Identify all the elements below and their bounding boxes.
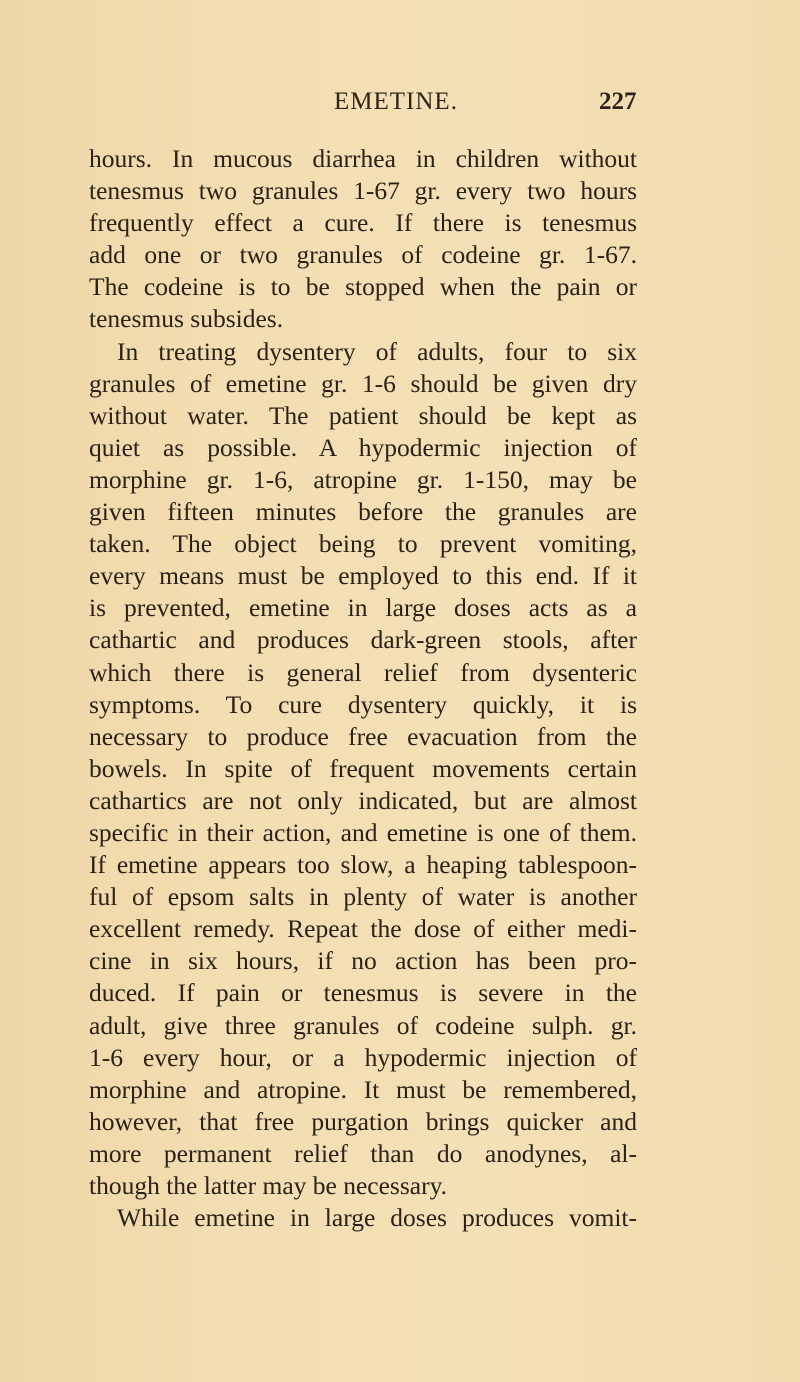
text-line: cathartic and produces dark-green stools, after xyxy=(89,625,637,655)
text-line: 1-6 every hour, or a hypodermic injection of xyxy=(89,1042,637,1072)
text-line: While emetine in large doses produces vomit- xyxy=(117,1203,637,1233)
text-line: frequently effect a cure. If there is tenesmus xyxy=(89,208,637,238)
text-line: quiet as possible. A hypodermic injection of xyxy=(89,432,637,462)
page-number: 227 xyxy=(599,88,637,115)
text-line: If emetine appears too slow, a heaping tablespoon- xyxy=(89,850,637,880)
text-line: without water. The patient should be kept as xyxy=(89,400,637,430)
text-line: In treating dysentery of adults, four to six xyxy=(117,336,637,366)
text-line: excellent remedy. Repeat the dose of either medi- xyxy=(89,914,637,944)
text-line: is prevented, emetine in large doses acts as a xyxy=(89,593,637,623)
text-line: morphine gr. 1-6, atropine gr. 1-150, may be xyxy=(89,464,637,494)
text-line: every means must be employed to this end. If it xyxy=(89,561,637,591)
text-line: cathartics are not only indicated, but are almost xyxy=(89,785,637,815)
text-line: hours. In mucous diarrhea in children without xyxy=(89,144,637,173)
text-line: more permanent relief than do anodynes, al- xyxy=(89,1138,637,1168)
running-head xyxy=(0,88,800,128)
text-line: specific in their action, and emetine is one of them. xyxy=(89,817,637,847)
text-line: though the latter may be necessary. xyxy=(89,1171,448,1200)
text-line: necessary to produce free evacuation from the xyxy=(89,721,637,751)
text-line: The codeine is to be stopped when the pain or xyxy=(89,272,637,302)
text-line: duced. If pain or tenesmus is severe in the xyxy=(89,978,637,1008)
body-text xyxy=(89,143,637,1234)
text-line: tenesmus two granules 1-67 gr. every two hours xyxy=(89,176,637,206)
text-line: taken. The object being to prevent vomiting, xyxy=(89,529,637,559)
text-line: granules of emetine gr. 1-6 should be given dry xyxy=(89,368,637,398)
text-line: add one or two granules of codeine gr. 1-67. xyxy=(89,240,637,270)
text-line: cine in six hours, if no action has been pro- xyxy=(89,946,637,976)
running-title: EMETINE. xyxy=(334,88,458,115)
text-line: however, that free purgation brings quicker and xyxy=(89,1106,637,1136)
text-line: tenesmus subsides. xyxy=(89,304,284,334)
text-line: ful of epsom salts in plenty of water is another xyxy=(89,882,637,912)
text-line: morphine and atropine. It must be remembered, xyxy=(89,1074,637,1104)
text-line: given fifteen minutes before the granules are xyxy=(89,497,637,527)
text-line: symptoms. To cure dysentery quickly, it is xyxy=(89,689,637,719)
text-line: adult, give three granules of codeine sulph. gr. xyxy=(89,1010,637,1040)
text-line: bowels. In spite of frequent movements certain xyxy=(89,753,637,783)
text-line: which there is general relief from dysenteric xyxy=(89,657,637,687)
